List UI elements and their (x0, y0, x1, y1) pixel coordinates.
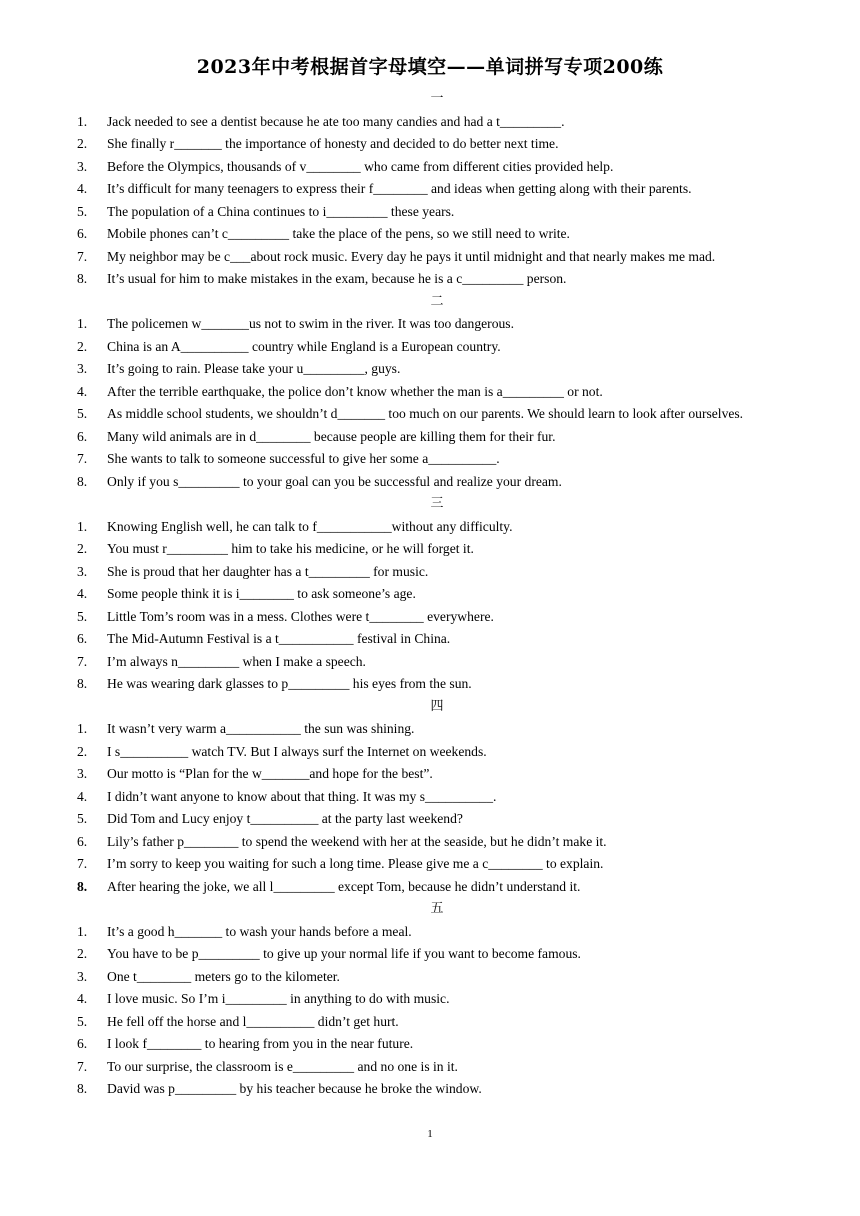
question-number: 2. (77, 541, 88, 556)
question-text: It wasn’t very warm a___________ the sun was shining. (107, 721, 415, 736)
question-number: 8. (77, 676, 88, 691)
question-number: 7. (77, 248, 88, 264)
question-item (77, 336, 797, 359)
question-item (77, 448, 797, 471)
question-number: 5. (77, 811, 88, 826)
question-text: Only if you s_________ to your goal can you be successful and realize your dream. (107, 473, 562, 489)
question-item (77, 561, 797, 584)
document-title: 2023年中考根据首字母填空——单词拼写专项200练 (196, 56, 664, 78)
question-text: You must r_________ him to take his medicine, or he will forget it. (107, 541, 474, 556)
question-text: He was wearing dark glasses to p_________ his eyes from the sun. (107, 676, 472, 691)
question-text: He fell off the horse and l__________ didn’t get hurt. (107, 1013, 399, 1029)
question-number: 4. (77, 586, 88, 601)
question-number: 1. (77, 923, 88, 939)
question-item (77, 313, 797, 336)
question-text: Mobile phones can’t c_________ take the place of the pens, so we still need to write. (107, 226, 570, 241)
question-number: 4. (77, 788, 88, 804)
question-text: My neighbor may be c___about rock music. Every day he pays it until midnight and that nearly makes me mad. (107, 248, 716, 264)
question-text: You have to be p_________ to give up your normal life if you want to become famous. (107, 946, 581, 961)
question-item (77, 786, 797, 809)
question-item (77, 381, 797, 404)
question-item (77, 358, 797, 381)
question-text: To our surprise, the classroom is e_________ and no one is in it. (107, 1058, 458, 1074)
question-number: 2. (77, 743, 88, 759)
question-number: 6. (77, 226, 88, 241)
question-text: It’s going to rain. Please take your u_________, guys. (107, 361, 401, 376)
question-number: 5. (77, 1013, 88, 1029)
question-item (77, 223, 797, 246)
question-item (77, 538, 797, 561)
question-number: 7. (77, 653, 88, 669)
question-text: Many wild animals are in d________ because people are killing them for their fur. (107, 428, 556, 444)
question-number: 8. (77, 878, 88, 894)
question-text: After hearing the joke, we all l_________ except Tom, because he didn’t understand it. (107, 878, 581, 894)
question-text: I look f________ to hearing from you in the near future. (107, 1036, 414, 1051)
question-text: It’s a good h_______ to wash your hands before a meal. (107, 923, 412, 939)
section-heading: 一 (430, 91, 444, 106)
question-item (77, 1078, 797, 1101)
question-number: 4. (77, 383, 88, 399)
question-text: Did Tom and Lucy enjoy t__________ at the party last weekend? (107, 811, 463, 826)
question-text: Our motto is “Plan for the w_______and hope for the best”. (107, 766, 433, 781)
question-item (77, 246, 797, 269)
exercise-list (77, 88, 797, 1101)
question-item (77, 1011, 797, 1034)
question-item (77, 201, 797, 224)
question-text: Knowing English well, he can talk to f___________without any difficulty. (107, 518, 513, 534)
question-text: I’m sorry to keep you waiting for such a long time. Please give me a c________ to explain. (107, 856, 604, 871)
question-item (77, 268, 797, 291)
question-item (77, 853, 797, 876)
question-number: 5. (77, 203, 88, 219)
question-item (77, 651, 797, 674)
question-text: She is proud that her daughter has a t_________ for music. (107, 563, 429, 579)
question-item (77, 1056, 797, 1079)
question-text: She wants to talk to someone successful to give her some a__________. (107, 451, 500, 466)
question-number: 6. (77, 1036, 88, 1051)
question-number: 7. (77, 451, 88, 466)
question-item (77, 808, 797, 831)
question-number: 2. (77, 136, 88, 151)
question-text: The Mid-Autumn Festival is a t___________ festival in China. (107, 631, 451, 646)
question-text: Some people think it is i________ to ask someone’s age. (107, 586, 416, 601)
question-item (77, 763, 797, 786)
question-text: I love music. So I’m i_________ in anything to do with music. (107, 991, 450, 1006)
question-number: 8. (77, 473, 88, 489)
question-text: China is an A__________ country while England is a European country. (107, 338, 501, 354)
question-number: 3. (77, 563, 88, 579)
question-item (77, 426, 797, 449)
question-text: I didn’t want anyone to know about that thing. It was my s__________. (107, 788, 497, 804)
question-text: As middle school students, we shouldn’t d_______ too much on our parents. We should learn to look after ourselves. (107, 406, 744, 421)
question-item (77, 471, 797, 494)
question-text: After the terrible earthquake, the police don’t know whether the man is a_________ or not. (107, 383, 603, 399)
question-item (77, 876, 797, 899)
section-heading: 三 (430, 496, 444, 511)
question-item (77, 673, 797, 696)
question-text: I s__________ watch TV. But I always surf the Internet on weekends. (107, 743, 487, 759)
question-item (77, 516, 797, 539)
question-item (77, 156, 797, 179)
section-heading: 五 (430, 901, 444, 916)
question-text: I’m always n_________ when I make a speech. (107, 653, 366, 669)
question-item (77, 831, 797, 854)
question-item (77, 111, 797, 134)
question-text: The policemen w_______us not to swim in the river. It was too dangerous. (107, 316, 514, 331)
question-number: 3. (77, 361, 88, 376)
page-number: 1 (427, 1128, 433, 1140)
question-item (77, 606, 797, 629)
question-number: 3. (77, 766, 88, 781)
question-item (77, 583, 797, 606)
section-heading: 二 (430, 293, 444, 309)
question-number: 6. (77, 428, 88, 444)
question-text: Jack needed to see a dentist because he ate too many candies and had a t_________. (107, 113, 565, 129)
question-text: Lily’s father p________ to spend the weekend with her at the seaside, but he didn’t make it. (107, 833, 607, 849)
question-number: 3. (77, 968, 88, 984)
question-item (77, 133, 797, 156)
question-number: 1. (77, 316, 88, 331)
section-heading: 四 (430, 698, 444, 714)
question-number: 1. (77, 518, 88, 534)
question-number: 8. (77, 271, 88, 286)
question-item (77, 718, 797, 741)
question-number: 7. (77, 1058, 88, 1074)
question-number: 6. (77, 631, 88, 646)
question-item (77, 943, 797, 966)
question-item (77, 741, 797, 764)
question-item (77, 921, 797, 944)
question-text: Before the Olympics, thousands of v________ who came from different cities provided help. (107, 158, 614, 174)
question-text: The population of a China continues to i_________ these years. (107, 203, 455, 219)
question-text: She finally r_______ the importance of honesty and decided to do better next time. (107, 136, 559, 151)
question-number: 5. (77, 608, 88, 624)
question-item (77, 988, 797, 1011)
question-number: 8. (77, 1081, 88, 1096)
question-number: 1. (77, 113, 88, 129)
question-item (77, 966, 797, 989)
question-number: 2. (77, 946, 88, 961)
question-item (77, 1033, 797, 1056)
question-number: 1. (77, 721, 88, 736)
question-number: 4. (77, 181, 88, 196)
question-number: 3. (77, 158, 88, 174)
question-text: It’s usual for him to make mistakes in the exam, because he is a c_________ person. (107, 271, 567, 286)
question-text: Little Tom’s room was in a mess. Clothes were t________ everywhere. (107, 608, 494, 624)
question-text: It’s difficult for many teenagers to express their f________ and ideas when getting along with their parents. (107, 181, 692, 196)
question-item (77, 178, 797, 201)
question-number: 5. (77, 406, 88, 421)
question-item (77, 628, 797, 651)
question-item (77, 403, 797, 426)
question-number: 6. (77, 833, 88, 849)
question-number: 4. (77, 991, 88, 1006)
question-number: 2. (77, 338, 88, 354)
question-number: 7. (77, 856, 88, 871)
question-text: David was p_________ by his teacher because he broke the window. (107, 1081, 482, 1096)
question-text: One t________ meters go to the kilometer. (107, 968, 340, 984)
